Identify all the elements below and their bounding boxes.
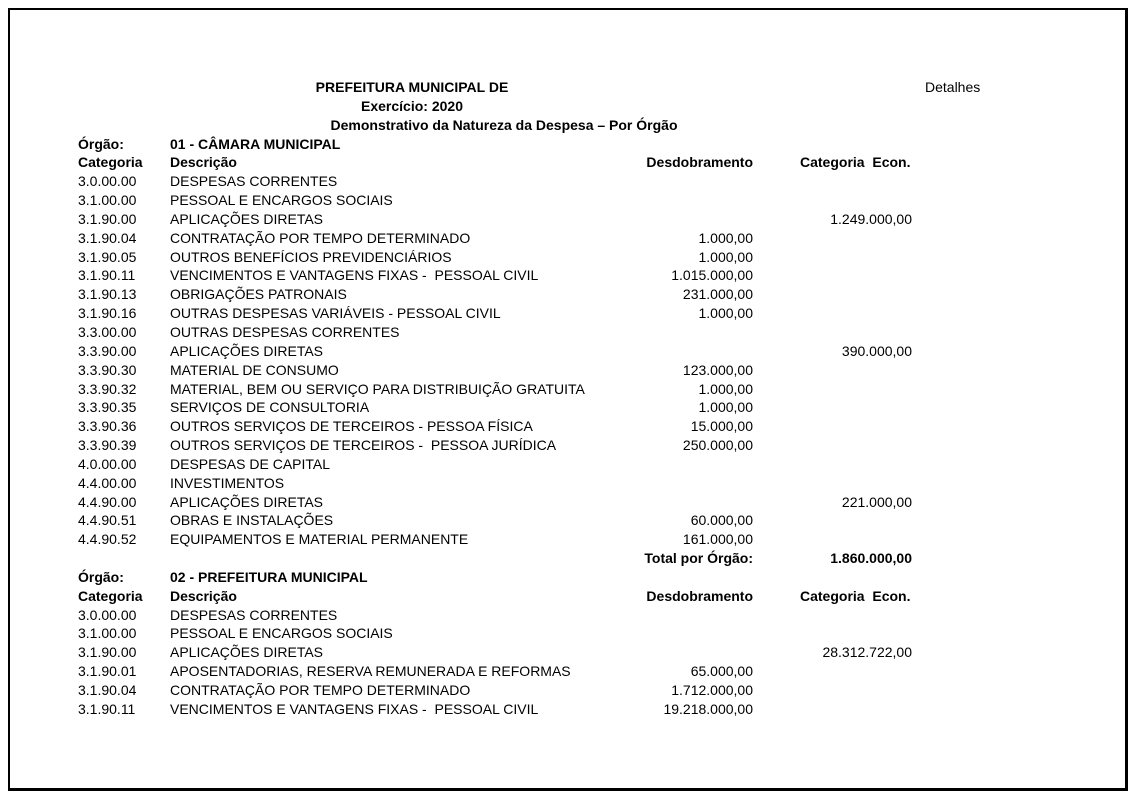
- row-categoria-econ: 390.000,00: [841, 342, 912, 359]
- orgao-line: [10, 135, 1125, 154]
- row-desdobramento: 123.000,00: [682, 361, 753, 378]
- table-row: [10, 455, 1125, 474]
- row-description: VENCIMENTOS E VANTAGENS FIXAS - PESSOAL CIVIL: [170, 700, 539, 717]
- report-section: [10, 568, 1125, 719]
- row-description: DESPESAS CORRENTES: [170, 173, 338, 190]
- row-desdobramento: 1.000,00: [698, 399, 753, 416]
- row-description: VENCIMENTOS E VANTAGENS FIXAS - PESSOAL CIVIL: [170, 267, 539, 284]
- row-code: 3.1.90.04: [78, 682, 137, 698]
- row-categoria-econ: 28.312.722,00: [822, 644, 912, 661]
- row-code: 3.1.90.05: [78, 248, 137, 265]
- row-description: DESPESAS CORRENTES: [170, 606, 338, 623]
- detalhes-link[interactable]: Detalhes: [925, 79, 981, 95]
- row-code: 3.1.90.01: [78, 663, 137, 680]
- table-row: [10, 304, 1125, 323]
- row-desdobramento: 161.000,00: [682, 531, 753, 548]
- col-header-categoria: Categoria: [78, 154, 143, 171]
- table-row: [10, 606, 1125, 625]
- row-desdobramento: 250.000,00: [682, 437, 753, 454]
- row-description: CONTRATAÇÃO POR TEMPO DETERMINADO: [170, 682, 471, 698]
- row-desdobramento: 1.712.000,00: [671, 682, 753, 698]
- row-categoria-econ: 1.249.000,00: [830, 210, 912, 227]
- row-code: 3.1.90.16: [78, 305, 137, 322]
- table-row: [10, 700, 1125, 719]
- total-label: Total por Órgão:: [644, 550, 753, 567]
- row-code: 3.3.90.36: [78, 418, 137, 435]
- row-desdobramento: 65.000,00: [690, 663, 753, 680]
- row-code: 3.1.90.04: [78, 229, 137, 246]
- table-row: [10, 323, 1125, 342]
- row-description: OUTROS SERVIÇOS DE TERCEIROS - PESSOA FÍSICA: [170, 418, 533, 435]
- row-desdobramento: 1.000,00: [698, 380, 753, 397]
- table-row: [10, 643, 1125, 662]
- table-row: [10, 417, 1125, 436]
- section-rows: [10, 172, 1125, 568]
- section-rows: [10, 606, 1125, 719]
- col-header-descricao: Descrição: [170, 587, 237, 604]
- col-header-categoria-econ: Categoria Econ.: [800, 587, 911, 604]
- row-code: 3.3.90.00: [78, 342, 137, 359]
- sections-container: [10, 135, 1125, 719]
- table-row: [10, 210, 1125, 229]
- total-value: 1.860.000,00: [830, 550, 912, 567]
- report-title-line: [10, 78, 981, 97]
- row-code: 3.1.90.13: [78, 286, 137, 303]
- orgao-value: 02 - PREFEITURA MUNICIPAL: [170, 568, 368, 585]
- row-description: OUTRAS DESPESAS VARIÁVEIS - PESSOAL CIVIL: [170, 305, 501, 322]
- col-header-categoria: Categoria: [78, 587, 143, 604]
- row-description: CONTRATAÇÃO POR TEMPO DETERMINADO: [170, 229, 471, 246]
- row-code: 4.4.90.52: [78, 531, 137, 548]
- row-desdobramento: 15.000,00: [690, 418, 753, 435]
- table-row: [10, 342, 1125, 361]
- row-code: 3.0.00.00: [78, 173, 137, 190]
- row-code: 3.3.90.32: [78, 380, 137, 397]
- row-code: 4.4.90.51: [78, 512, 137, 529]
- table-row: [10, 662, 1125, 681]
- row-desdobramento: 1.000,00: [698, 248, 753, 265]
- row-description: APLICAÇÕES DIRETAS: [170, 644, 324, 661]
- row-code: 3.1.00.00: [78, 192, 137, 209]
- table-row: [10, 229, 1125, 248]
- row-code: 4.4.00.00: [78, 474, 137, 491]
- row-description: OBRIGAÇÕES PATRONAIS: [170, 286, 347, 303]
- row-code: 3.0.00.00: [78, 606, 137, 623]
- row-desdobramento: 1.000,00: [698, 229, 753, 246]
- table-row: [10, 285, 1125, 304]
- orgao-value: 01 - CÂMARA MUNICIPAL: [170, 135, 341, 152]
- table-row: [10, 361, 1125, 380]
- report-section: [10, 135, 1125, 568]
- col-header-categoria-econ: Categoria Econ.: [800, 154, 911, 171]
- row-description: EQUIPAMENTOS E MATERIAL PERMANENTE: [170, 531, 469, 548]
- row-description: APLICAÇÕES DIRETAS: [170, 342, 324, 359]
- row-description: OBRAS E INSTALAÇÕES: [170, 512, 334, 529]
- row-desdobramento: 60.000,00: [690, 512, 753, 529]
- table-row: [10, 530, 1125, 549]
- row-categoria-econ: 221.000,00: [841, 493, 912, 510]
- col-header-desdobramento: Desdobramento: [646, 587, 753, 604]
- table-row: [10, 511, 1125, 530]
- row-desdobramento: 231.000,00: [682, 286, 753, 303]
- report-subtitle: Demonstrativo da Natureza da Despesa – Por Órgão: [330, 116, 678, 133]
- table-row: [10, 398, 1125, 417]
- row-description: MATERIAL, BEM OU SERVIÇO PARA DISTRIBUIÇÃO GRATUITA: [170, 380, 585, 397]
- row-code: 3.3.90.30: [78, 361, 137, 378]
- row-code: 3.1.00.00: [78, 625, 137, 642]
- table-row: [10, 172, 1125, 191]
- row-code: 3.3.90.35: [78, 399, 137, 416]
- orgao-label: Órgão:: [78, 135, 124, 152]
- row-description: PESSOAL E ENCARGOS SOCIAIS: [170, 625, 393, 642]
- table-row: [10, 380, 1125, 399]
- table-row: [10, 681, 1125, 700]
- report-document: [10, 78, 1125, 719]
- row-description: OUTROS SERVIÇOS DE TERCEIROS - PESSOA JURÍDICA: [170, 437, 557, 454]
- orgao-label: Órgão:: [78, 568, 124, 585]
- table-row: [10, 191, 1125, 210]
- row-code: 4.4.90.00: [78, 493, 137, 510]
- table-row: [10, 474, 1125, 493]
- table-row: [10, 624, 1125, 643]
- row-description: DESPESAS DE CAPITAL: [170, 455, 331, 472]
- row-description: PESSOAL E ENCARGOS SOCIAIS: [170, 192, 393, 209]
- col-header-descricao: Descrição: [170, 154, 237, 171]
- row-description: APLICAÇÕES DIRETAS: [170, 493, 324, 510]
- table-row: [10, 493, 1125, 512]
- row-description: INVESTIMENTOS: [170, 474, 285, 491]
- row-code: 3.3.00.00: [78, 323, 137, 340]
- report-title: PREFEITURA MUNICIPAL DE: [315, 79, 509, 95]
- report-exercise-line: [10, 97, 814, 116]
- column-header-row: [10, 587, 1125, 606]
- row-code: 3.3.90.39: [78, 437, 137, 454]
- row-description: OUTRAS DESPESAS CORRENTES: [170, 323, 400, 340]
- table-row: [10, 248, 1125, 267]
- row-desdobramento: 1.000,00: [698, 305, 753, 322]
- table-row: [10, 266, 1125, 285]
- row-desdobramento: 1.015.000,00: [671, 267, 753, 284]
- row-description: APLICAÇÕES DIRETAS: [170, 210, 324, 227]
- report-page: [8, 8, 1128, 791]
- row-code: 3.1.90.00: [78, 644, 137, 661]
- table-row: [10, 436, 1125, 455]
- total-row: [10, 549, 1125, 568]
- row-code: 3.1.90.00: [78, 210, 137, 227]
- row-description: OUTROS BENEFÍCIOS PREVIDENCIÁRIOS: [170, 248, 452, 265]
- row-code: 4.0.00.00: [78, 455, 137, 472]
- row-code: 3.1.90.11: [78, 267, 136, 284]
- column-header-row: [10, 153, 1125, 172]
- exercise-label: Exercício: 2020: [361, 97, 463, 114]
- row-code: 3.1.90.11: [78, 700, 136, 717]
- report-subtitle-line: [10, 116, 998, 135]
- row-description: SERVIÇOS DE CONSULTORIA: [170, 399, 370, 416]
- row-description: APOSENTADORIAS, RESERVA REMUNERADA E REFORMAS: [170, 663, 571, 680]
- row-desdobramento: 19.218.000,00: [663, 700, 753, 717]
- orgao-line: [10, 568, 1125, 587]
- col-header-desdobramento: Desdobramento: [646, 154, 753, 171]
- row-description: MATERIAL DE CONSUMO: [170, 361, 339, 378]
